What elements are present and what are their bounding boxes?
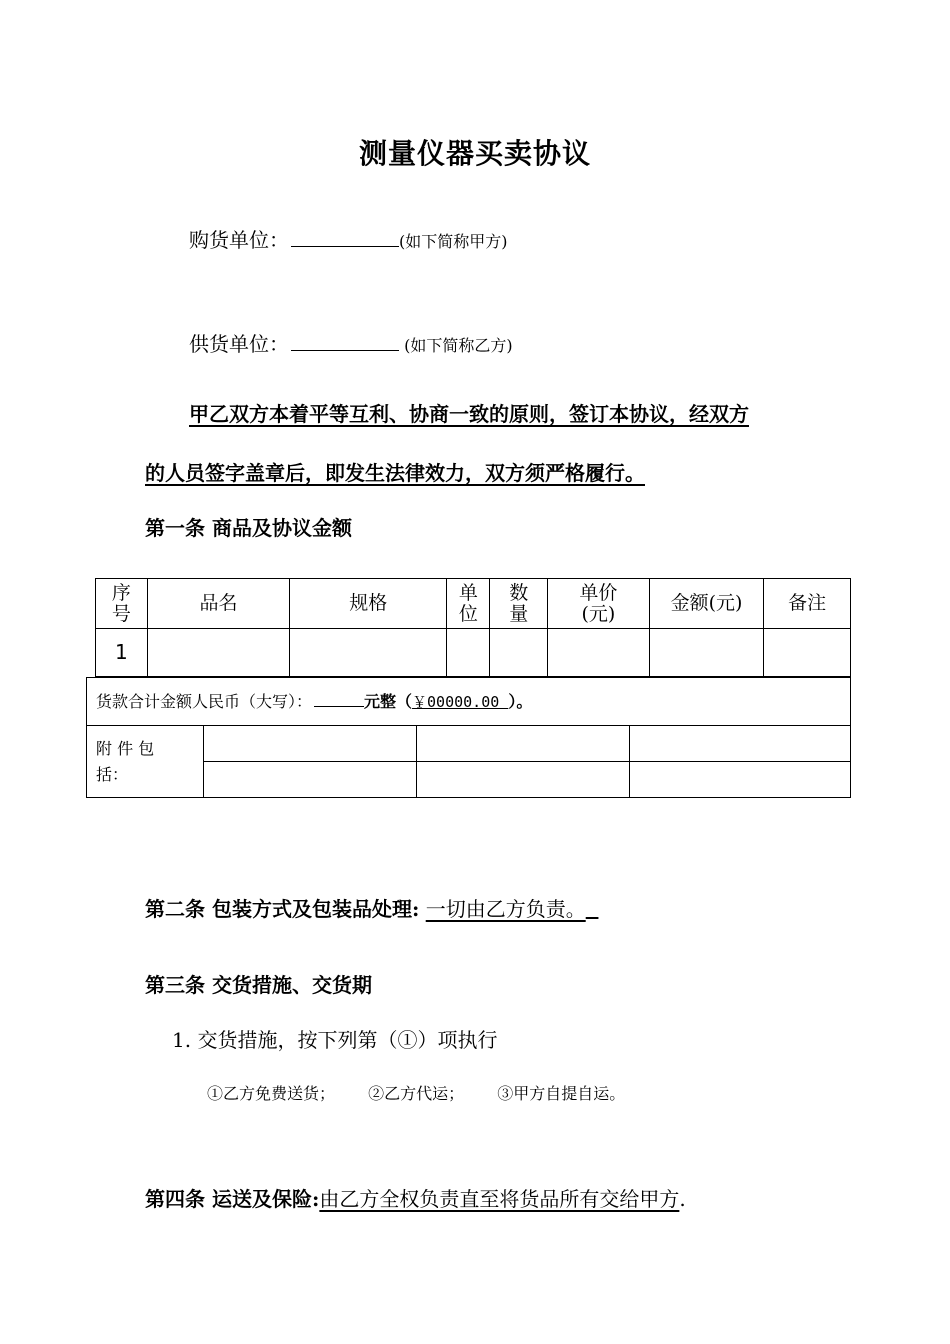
buyer-blank-field[interactable] [291,228,399,247]
header-spec: 规格 [290,579,447,629]
attachment-cell[interactable] [203,726,416,762]
header-qty: 数 量 [490,579,548,629]
article-2 [145,893,598,922]
row-remark-cell[interactable] [764,629,851,677]
article-3-item-1: 1. 交货措施，按下列第（①）项执行 [172,1028,498,1052]
buyer-line [189,224,508,253]
buyer-label: 购货单位： [189,228,289,252]
delivery-options [207,1081,625,1104]
attachment-cell[interactable] [629,726,850,762]
article-4-tail: . [679,1187,686,1211]
delivery-option: ①乙方免费送货； [207,1084,336,1103]
row-name-cell[interactable] [147,629,289,677]
attachment-cell[interactable] [417,762,629,798]
total-amount-figure: ￥00000.00 [412,692,509,711]
row-seq: 1 [96,629,148,677]
intro-line-1: 甲乙双方本着平等互利、协商一致的原则，签订本协议，经双方 [189,402,749,426]
total-label: 货款合计金额人民币（大写）： [96,691,313,711]
attachment-cell[interactable] [203,762,416,798]
attachments-label: 附 件 包 括： [87,726,204,798]
delivery-option: ②乙方代运； [368,1084,465,1103]
attachment-cell[interactable] [417,726,629,762]
article-1-heading: 第一条 商品及协议金额 [145,516,352,540]
attachment-cell[interactable] [629,762,850,798]
seller-note: (如下简称乙方) [399,336,513,355]
total-unit-suffix: 元整（ [364,691,413,711]
article-3-heading: 第三条 交货措施、交货期 [145,973,372,997]
row-unit-cell[interactable] [447,629,490,677]
total-closing: ）。 [508,691,533,711]
row-qty-cell[interactable] [490,629,548,677]
seller-blank-field[interactable] [291,332,399,351]
delivery-option: ③甲方自提自运。 [497,1084,626,1103]
seller-label: 供货单位： [189,332,289,356]
row-amount-cell[interactable] [649,629,764,677]
row-price-cell[interactable] [548,629,650,677]
article-2-content: 一切由乙方负责。 [425,897,586,921]
header-unit: 单 位 [447,579,490,629]
article-4 [145,1183,686,1212]
article-4-content: 由乙方全权负责直至将货品所有交给甲方 [319,1187,680,1211]
page-title: 测量仪器买卖协议 [358,137,591,170]
article-2-heading: 第二条 包装方式及包装品处理: [145,897,420,921]
goods-table [95,578,851,677]
total-amount-row [87,678,851,726]
header-amount: 金额(元) [649,579,764,629]
header-seq: 序 号 [96,579,148,629]
buyer-note: (如下简称甲方) [399,232,508,251]
total-words-blank[interactable] [314,692,364,707]
header-remark: 备注 [764,579,851,629]
header-name: 品名 [147,579,289,629]
intro-line-2: 的人员签字盖章后，即发生法律效力，双方须严格履行。 [145,461,645,485]
article-4-heading: 第四条 运送及保险: [145,1187,320,1211]
total-and-attachments-table [86,677,851,798]
seller-line [189,328,513,357]
table-row [96,629,851,677]
header-price: 单价 (元) [548,579,650,629]
row-spec-cell[interactable] [290,629,447,677]
